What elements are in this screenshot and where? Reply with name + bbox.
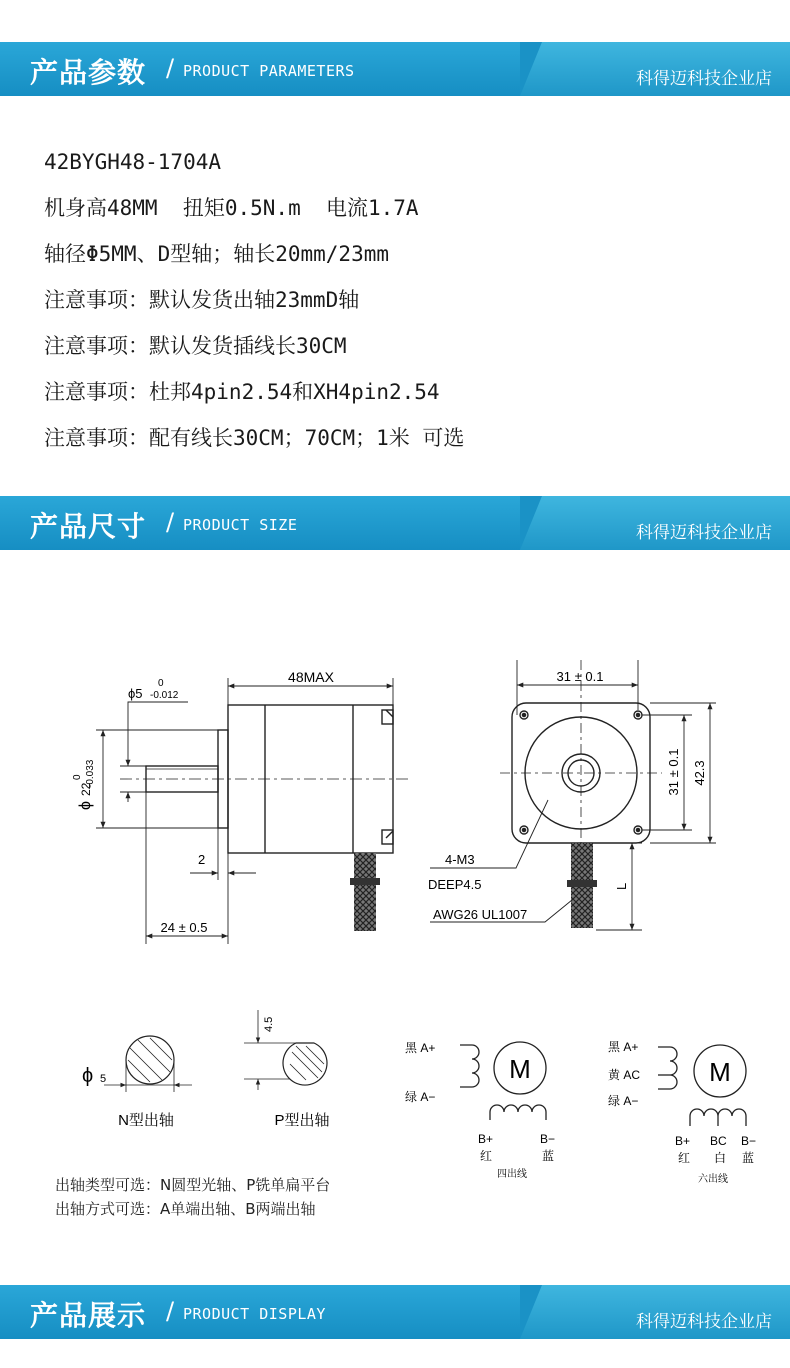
- p-shaft-diagram: [244, 1010, 327, 1090]
- wire-b-minus-color: 蓝: [542, 1149, 555, 1163]
- shop-name: 科得迈科技企业店: [636, 1312, 772, 1332]
- wiring-4-diagram: [460, 1042, 546, 1120]
- section-banner-size: [0, 496, 790, 550]
- title-slash: /: [166, 1297, 175, 1325]
- lead-length-label: L: [614, 882, 629, 890]
- wire-b-plus-color: 红: [678, 1151, 691, 1165]
- section-subtitle: PRODUCT PARAMETERS: [183, 62, 355, 80]
- parameter-list: [44, 146, 464, 468]
- param-line: 注意事项：配有线长30CM；70CM；1米 可选: [44, 426, 465, 450]
- boss-tol-upper: 0: [72, 774, 83, 780]
- param-line: 注意事项：杜邦4pin2.54和XH4pin2.54: [44, 380, 440, 404]
- note-line: 出轴类型可选：N圆型光轴、P铣单扁平台: [55, 1176, 331, 1194]
- screw-label: 4-M3: [445, 852, 475, 867]
- wire-a-minus: 绿 A−: [608, 1094, 639, 1108]
- cable-braid: [354, 853, 376, 931]
- body-size: 42.3: [692, 760, 707, 786]
- wiring-4-caption: 四出线: [497, 1169, 527, 1180]
- wire-bc: BC: [710, 1134, 727, 1148]
- wiring-6-diagram: [658, 1045, 746, 1126]
- wire-b-minus: B−: [741, 1134, 757, 1148]
- shop-name: 科得迈科技企业店: [636, 69, 772, 89]
- wire-b-plus: B+: [675, 1134, 691, 1148]
- shaft-tol-lower: -0.012: [150, 690, 179, 701]
- param-line: 注意事项：默认发货插线长30CM: [44, 334, 347, 358]
- wire-a-minus: 绿 A−: [405, 1090, 436, 1104]
- depth-label: DEEP4.5: [428, 877, 482, 892]
- p-dim-label: 4.5: [263, 1016, 275, 1032]
- wire-b-plus: B+: [478, 1132, 494, 1146]
- dim-48max-label: 48MAX: [288, 669, 334, 685]
- wire-b-minus-color: 蓝: [742, 1151, 755, 1165]
- section-banner-display: [0, 1285, 790, 1339]
- n-dim-value: 5: [100, 1073, 107, 1085]
- shop-name: 科得迈科技企业店: [636, 523, 772, 543]
- wire-b-minus: B−: [540, 1132, 556, 1146]
- wire-ac: 黄 AC: [608, 1068, 641, 1082]
- section-title: 产品尺寸: [30, 510, 147, 543]
- boss-tol-lower: -0.033: [85, 759, 96, 788]
- dim-shaft-diameter: [120, 702, 188, 802]
- n-shaft-diagram: [104, 1036, 192, 1092]
- shaft-dia-label: ϕ5: [128, 686, 143, 701]
- param-line: 注意事项：默认发货出轴23mmD轴: [44, 288, 360, 312]
- boss-height-label: 2: [198, 852, 206, 867]
- wiring-6-caption: 六出线: [698, 1174, 728, 1185]
- motor-symbol: M: [709, 1057, 731, 1087]
- cable-tie: [567, 880, 597, 887]
- shaft-tol-upper: 0: [158, 678, 164, 689]
- p-shaft-label: P型出轴: [274, 1112, 330, 1129]
- boss-dia-value: 22: [79, 782, 93, 796]
- section-subtitle: PRODUCT DISPLAY: [183, 1305, 326, 1323]
- n-dim-symbol: ϕ: [82, 1065, 94, 1087]
- hole-spacing-h: 31 ± 0.1: [556, 669, 604, 684]
- n-shaft-label: N型出轴: [118, 1112, 174, 1129]
- side-view: [120, 705, 410, 853]
- title-slash: /: [166, 54, 175, 82]
- section-banner-params: [0, 42, 790, 96]
- boss-dia-symbol: ϕ: [77, 801, 94, 810]
- param-line: 轴径Φ5MM、D型轴；轴长20mm/23mm: [44, 242, 390, 266]
- note-line: 出轴方式可选：A单端出轴、B两端出轴: [55, 1200, 316, 1218]
- wire-bc-color: 白: [714, 1151, 727, 1165]
- param-line: 机身高48MM 扭矩0.5N.m 电流1.7A: [44, 196, 419, 220]
- shaft-notes: [55, 1173, 330, 1221]
- section-title: 产品展示: [30, 1299, 147, 1332]
- section-title: 产品参数: [30, 56, 147, 89]
- shaft-length-label: 24 ± 0.5: [160, 920, 208, 935]
- dimension-drawing: [0, 560, 790, 1200]
- wire-b-plus-color: 红: [480, 1149, 493, 1163]
- wire-a-plus: 黑 A+: [608, 1040, 639, 1054]
- wire-a-plus: 黑 A+: [405, 1041, 436, 1055]
- cable-tie: [350, 878, 380, 885]
- param-line: 42BYGH48-1704A: [44, 150, 222, 174]
- motor-symbol: M: [509, 1054, 531, 1084]
- wire-label: AWG26 UL1007: [433, 907, 528, 922]
- section-subtitle: PRODUCT SIZE: [183, 516, 298, 534]
- hole-spacing-v: 31 ± 0.1: [666, 748, 681, 796]
- title-slash: /: [166, 508, 175, 536]
